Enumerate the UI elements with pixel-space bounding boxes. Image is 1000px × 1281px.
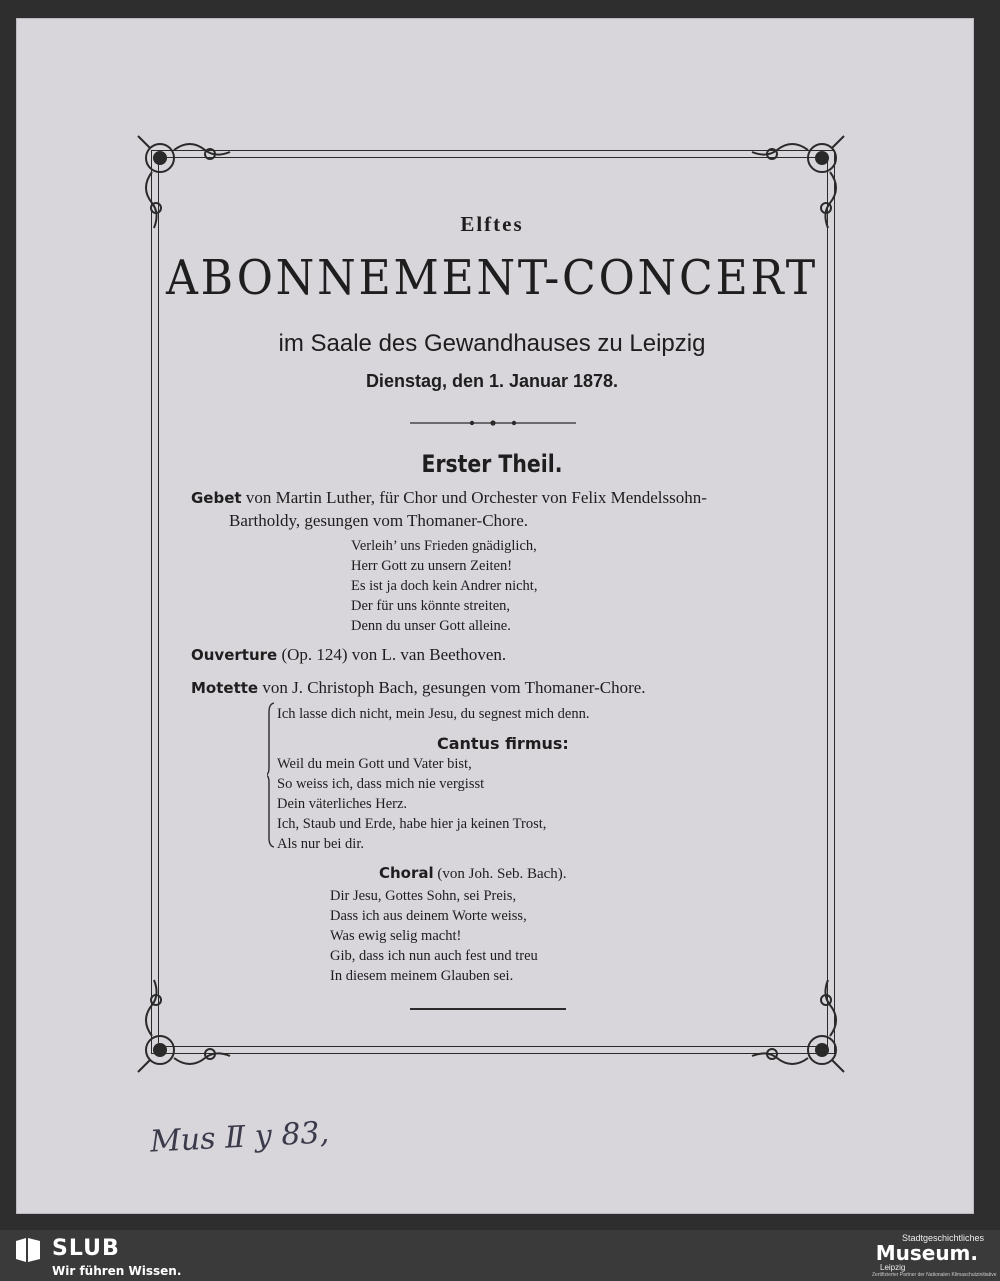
item-title: Gebet [191, 489, 242, 507]
motette-bracket [267, 702, 275, 848]
verse-line: Ich lasse dich nicht, mein Jesu, du segnest mich denn. [277, 706, 590, 722]
library-name: SLUB [52, 1236, 120, 1261]
gebet-verse [351, 536, 537, 636]
verse-line: Als nur bei dir. [277, 836, 364, 852]
programme-item-gebet-continued [229, 510, 528, 532]
verse-line: Verleih’ uns Frieden gnädiglich, [351, 538, 537, 554]
verse-line: Weil du mein Gott und Vater bist, [277, 756, 472, 772]
closing-rule [410, 1008, 566, 1010]
corner-ornament-bottom-right [742, 970, 852, 1080]
cantus-verse [277, 754, 546, 854]
verse-line: Dass ich aus deinem Worte weiss, [330, 908, 527, 924]
choral-heading [379, 864, 567, 883]
cantus-firmus-title: Cantus firmus: [437, 734, 569, 753]
slub-logo-icon [14, 1237, 42, 1263]
concert-title: ABONNEMENT-CONCERT [166, 250, 818, 306]
library-tagline: Wir führen Wissen. [52, 1264, 182, 1278]
part-title: Erster Theil. [421, 450, 563, 478]
item-title: Ouverture [191, 646, 278, 664]
concert-number: Elftes [460, 212, 524, 236]
motette-first-line [277, 704, 590, 724]
item-title: Motette [191, 679, 259, 697]
choral-title: Choral [379, 864, 434, 882]
verse-line: Herr Gott zu unsern Zeiten! [351, 558, 513, 574]
verse-line: Ich, Staub und Erde, habe hier ja keinen Trost, [277, 816, 547, 832]
item-text: (Op. 124) von L. van Beethoven. [277, 645, 507, 664]
choral-source: (von Joh. Seb. Bach). [433, 866, 567, 882]
verse-line: Der für uns könnte streiten, [351, 598, 511, 614]
verse-line: Denn du unser Gott alleine. [351, 618, 511, 634]
programme-item-gebet [191, 487, 707, 509]
concert-date: Dienstag, den 1. Januar 1878. [365, 371, 619, 391]
item-text: von Martin Luther, für Chor und Orchester von Felix Mendelssohn- [241, 488, 707, 507]
museum-name: Museum. [875, 1241, 978, 1265]
museum-prefix: Stadtgeschichtliches [901, 1233, 984, 1243]
concert-venue: im Saale des Gewandhauses zu Leipzig [278, 330, 706, 357]
verse-line: Gib, dass ich nun auch fest und treu [330, 948, 538, 964]
verse-line: In diesem meinem Glauben sei. [330, 968, 514, 984]
handwritten-shelfmark: Mus Ⅱ y 83, [149, 1115, 330, 1160]
separator-ornament [410, 420, 576, 426]
corner-ornament-bottom-left [130, 970, 240, 1080]
choral-verse [330, 886, 538, 986]
programme-item-motette [191, 677, 646, 699]
museum-certificate: Zertifizierter Partner der Nationalen Klimaschutzinitiative [872, 1272, 997, 1278]
verse-line: Dir Jesu, Gottes Sohn, sei Preis, [330, 888, 517, 904]
verse-line: Es ist ja doch kein Andrer nicht, [351, 578, 538, 594]
item-text-continued: Bartholdy, gesungen vom Thomaner-Chore. [229, 511, 528, 530]
verse-line: Dein väterliches Herz. [277, 796, 408, 812]
verse-line: So weiss ich, dass mich nie vergisst [277, 776, 485, 792]
verse-line: Was ewig selig macht! [330, 928, 462, 944]
item-text: von J. Christoph Bach, gesungen vom Thomaner-Chore. [258, 678, 646, 697]
programme-item-ouverture [191, 644, 506, 666]
museum-city: Leipzig [880, 1263, 906, 1272]
